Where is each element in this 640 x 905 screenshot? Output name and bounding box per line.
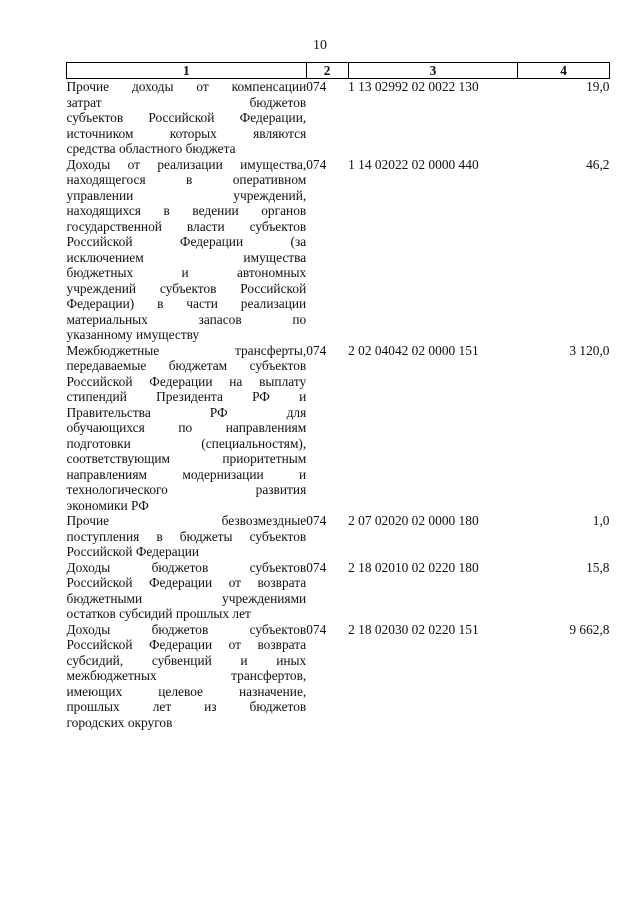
description-line: затрат бюджетов bbox=[66, 94, 307, 110]
description-line: Федерации) в части реализации bbox=[66, 296, 307, 311]
description-line: указанному имуществу bbox=[66, 327, 200, 342]
description-line: Российской Федерации (за bbox=[66, 234, 307, 249]
amount-value: 15,8 bbox=[586, 559, 610, 575]
description-line: прошлых лет из бюджетов bbox=[66, 699, 307, 714]
description-line: Российской Федерации на выплату bbox=[66, 373, 307, 389]
description-line: соответствующим приоритетным bbox=[66, 451, 307, 466]
income-description bbox=[67, 343, 307, 514]
description-line: межбюджетных трансфертов, bbox=[66, 668, 307, 683]
amount-value: 9 662,8 bbox=[569, 621, 610, 637]
table-row bbox=[67, 560, 610, 622]
income-description bbox=[67, 79, 307, 157]
budget-classification-code: 1 14 02022 02 0000 440 bbox=[348, 156, 479, 172]
column-header-1: 1 bbox=[67, 63, 307, 79]
budget-classification-code: 2 02 04042 02 0000 151 bbox=[348, 342, 479, 358]
budget-classification-code: 2 18 02030 02 0220 151 bbox=[348, 621, 479, 637]
description-line: управлении учреждений, bbox=[66, 187, 307, 203]
budget-classification-code: 2 18 02010 02 0220 180 bbox=[348, 559, 479, 575]
income-description bbox=[67, 513, 307, 560]
description-line: Прочие безвозмездные bbox=[66, 513, 307, 528]
administrator-code: 074 bbox=[306, 79, 327, 94]
description-line: экономики РФ bbox=[66, 497, 149, 513]
administrator-code: 074 bbox=[306, 156, 327, 172]
description-line: субсидий, субвенций и иных bbox=[66, 652, 307, 668]
table-row bbox=[67, 343, 610, 514]
description-line: Российской Федерации bbox=[66, 544, 200, 559]
description-line: бюджетных и автономных bbox=[66, 265, 307, 280]
description-line: Доходы бюджетов субъектов bbox=[66, 621, 307, 637]
table-row bbox=[67, 79, 610, 157]
column-header-3: 3 bbox=[348, 63, 518, 79]
description-line: поступления в бюджеты субъектов bbox=[66, 528, 307, 544]
page-number: 10 bbox=[313, 38, 327, 53]
budget-income-table bbox=[66, 62, 610, 730]
amount-value: 19,0 bbox=[586, 79, 610, 94]
description-line: учреждений субъектов Российской bbox=[66, 280, 307, 296]
description-line: находящегося в оперативном bbox=[66, 172, 307, 187]
amount-value: 1,0 bbox=[592, 513, 610, 528]
description-line: имеющих целевое назначение, bbox=[66, 683, 307, 699]
description-line: остатков субсидий прошлых лет bbox=[66, 606, 251, 621]
column-header-4: 4 bbox=[518, 63, 610, 79]
description-line: Межбюджетные трансферты, bbox=[66, 342, 307, 358]
administrator-code: 074 bbox=[306, 513, 327, 528]
table-header-row bbox=[67, 63, 610, 79]
description-line: бюджетными учреждениями bbox=[66, 590, 307, 606]
description-line: Прочие доходы от компенсации bbox=[66, 79, 307, 94]
description-line: обучающихся по направлениям bbox=[66, 420, 307, 435]
description-line: направлениям модернизации и bbox=[66, 466, 307, 482]
administrator-code: 074 bbox=[306, 342, 327, 358]
administrator-code: 074 bbox=[306, 621, 327, 637]
table-body bbox=[67, 79, 610, 731]
description-line: передаваемые бюджетам субъектов bbox=[66, 358, 307, 373]
description-line: материальных запасов по bbox=[66, 311, 307, 327]
description-line: Российской Федерации от возврата bbox=[66, 637, 307, 652]
income-description bbox=[67, 622, 307, 731]
budget-classification-code: 2 07 02020 02 0000 180 bbox=[348, 513, 479, 528]
description-line: Правительства РФ для bbox=[66, 404, 307, 420]
income-description bbox=[67, 560, 307, 622]
description-line: городских округов bbox=[66, 714, 173, 730]
description-line: исключением имущества bbox=[66, 249, 307, 265]
description-line: Доходы от реализации имущества, bbox=[66, 156, 307, 172]
description-line: подготовки (специальностям), bbox=[66, 435, 307, 451]
table-row bbox=[67, 513, 610, 560]
administrator-code: 074 bbox=[306, 559, 327, 575]
column-header-2: 2 bbox=[306, 63, 348, 79]
description-line: Доходы бюджетов субъектов bbox=[66, 559, 307, 575]
description-line: находящихся в ведении органов bbox=[66, 203, 307, 218]
table-row bbox=[67, 157, 610, 343]
budget-classification-code: 1 13 02992 02 0022 130 bbox=[348, 79, 479, 94]
amount-value: 3 120,0 bbox=[569, 342, 610, 358]
description-line: государственной власти субъектов bbox=[66, 218, 307, 234]
description-line: средства областного бюджета bbox=[66, 141, 236, 156]
description-line: стипендий Президента РФ и bbox=[66, 389, 307, 404]
table-row bbox=[67, 622, 610, 731]
description-line: источником которых являются bbox=[66, 125, 307, 141]
amount-value: 46,2 bbox=[586, 156, 610, 172]
description-line: субъектов Российской Федерации, bbox=[66, 110, 307, 125]
description-line: технологического развития bbox=[66, 482, 307, 497]
description-line: Российской Федерации от возврата bbox=[66, 575, 307, 590]
income-description bbox=[67, 157, 307, 343]
